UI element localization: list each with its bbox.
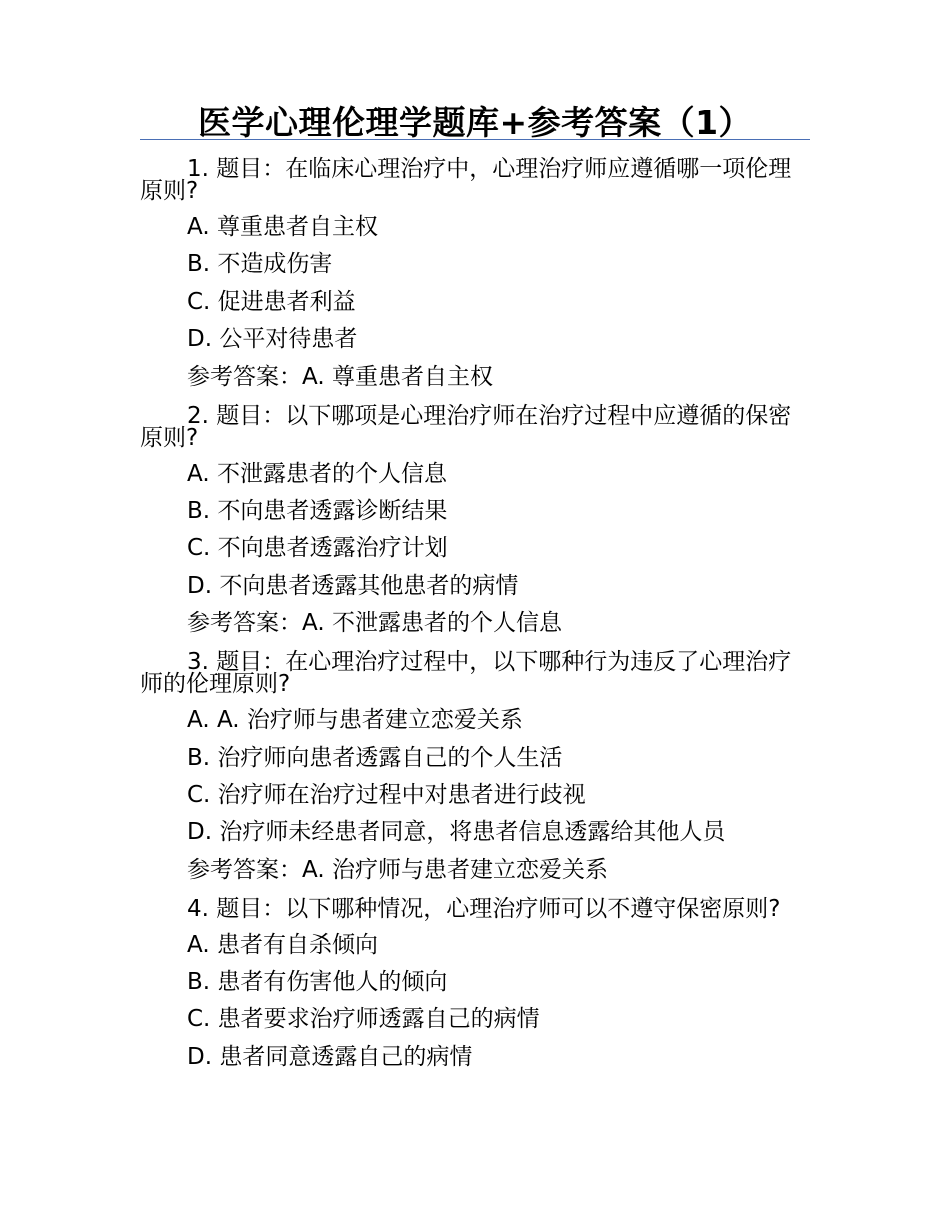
question-option: B. 治疗师向患者透露自己的个人生活 [187, 744, 563, 771]
question-option: C. 患者要求治疗师透露自己的病情 [187, 1006, 540, 1033]
question-option: C. 治疗师在治疗过程中对患者进行歧视 [187, 781, 586, 808]
question-option: D. 治疗师未经患者同意，将患者信息透露给其他人员 [187, 819, 726, 846]
question-option: A. 尊重患者自主权 [187, 214, 378, 240]
question-option: B. 不向患者透露诊断结果 [187, 497, 448, 524]
question-option: C. 不向患者透露治疗计划 [187, 535, 448, 562]
title-underline [140, 139, 810, 140]
question-option: A. A. 治疗师与患者建立恋爱关系 [187, 707, 523, 734]
question-option: B. 患者有伤害他人的倾向 [187, 969, 448, 996]
question-stem: 3. 题目：在心理治疗过程中，以下哪种行为违反了心理治疗师的伦理原则? [140, 649, 792, 698]
question-option: D. 不向患者透露其他患者的病情 [187, 572, 519, 599]
reference-answer: 参考答案：A. 治疗师与患者建立恋爱关系 [187, 856, 608, 883]
question-option: C. 促进患者利益 [187, 288, 356, 315]
question-option: D. 患者同意透露自己的病情 [187, 1043, 473, 1070]
question-stem: 1. 题目：在临床心理治疗中，心理治疗师应遵循哪一项伦理原则? [140, 156, 792, 204]
question-option: B. 不造成伤害 [187, 251, 333, 278]
question-stem: 2. 题目：以下哪项是心理治疗师在治疗过程中应遵循的保密原则? [140, 402, 792, 451]
reference-answer: 参考答案：A. 不泄露患者的个人信息 [187, 610, 562, 637]
document-title: 医学心理伦理学题库+参考答案（1） [197, 103, 753, 142]
question-block [140, 158, 812, 390]
reference-answer: 参考答案：A. 尊重患者自主权 [187, 363, 493, 390]
question-block [140, 402, 812, 637]
question-list [140, 158, 812, 1082]
question-option: A. 不泄露患者的个人信息 [187, 460, 447, 487]
question-block [140, 651, 812, 883]
question-option: A. 患者有自杀倾向 [187, 931, 378, 958]
question-block [140, 895, 812, 1070]
question-option: D. 公平对待患者 [187, 326, 358, 353]
question-stem: 4. 题目：以下哪种情况，心理治疗师可以不遵守保密原则? [187, 895, 781, 922]
